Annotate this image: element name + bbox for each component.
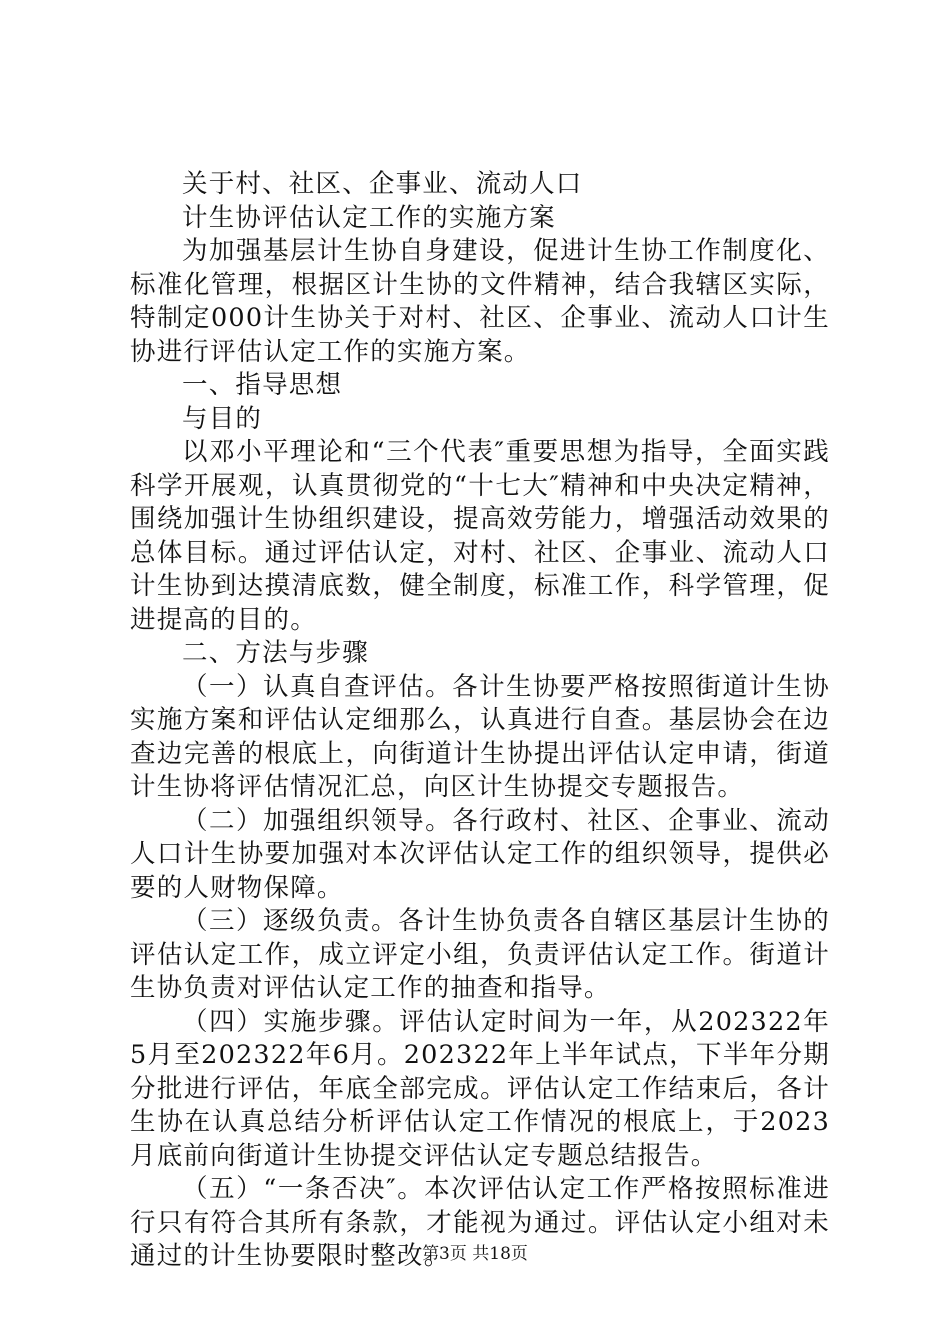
guiding-paragraph: 以邓小平理论和“三个代表″重要思想为指导，全面实践科学开展观，认真贯彻党的“十七大″精神和中央决定精神，围绕加强计生协组织建设，提高效劳能力，增强活动效果的总体目标。通过评估认定，对村、社区、企事业、流动人口计生协到达摸清底数，健全制度，标准工作，科学管理，促进提高的目的。 (130, 437, 830, 635)
document-body (130, 168, 830, 1274)
title-line-1: 关于村、社区、企事业、流动人口 (182, 169, 583, 199)
step-paragraph-4: （四）实施步骤。评估认定时间为一年，从202322年5月至202322年6月。202322年上半年试点，下半年分期分批进行评估，年底全部完成。评估认定工作结束后，各计生协在认真总结分析评估认定工作情况的根底上，于2023月底前向街道计生协提交评估认定专题总结报告。 (130, 1006, 830, 1171)
section-heading-purpose: 与目的 (182, 403, 263, 434)
step-paragraph-1: （一）认真自查评估。各计生协要严格按照街道计生协实施方案和评估认定细那么，认真进行自查。基层协会在边查边完善的根底上，向街道计生协提出评估认定申请，街道计生协将评估情况汇总，向区计生协提交专题报告。 (130, 671, 830, 802)
step-paragraph-3: （三）逐级负责。各计生协负责各自辖区基层计生协的评估认定工作，成立评定小组，负责评估认定工作。街道计生协负责对评估认定工作的抽查和指导。 (130, 906, 830, 1003)
section-heading-guiding-thought: 一、指导思想 (182, 370, 343, 400)
step-paragraph-2: （二）加强组织领导。各行政村、社区、企事业、流动人口计生协要加强对本次评估认定工作的组织领导，提供必要的人财物保障。 (130, 805, 830, 903)
step-paragraph-5: （五）“一条否决″。本次评估认定工作严格按照标准进行只有符合其所有条款，才能视为通过。评估认定小组对未通过的计生协要限时整改。 (130, 1174, 830, 1271)
page-number-footer: 第3页 共18页 (422, 1244, 528, 1264)
section-heading-methods: 二、方法与步骤 (182, 638, 369, 668)
intro-paragraph: 为加强基层计生协自身建设，促进计生协工作制度化、标准化管理，根据区计生协的文件精神，结合我辖区实际，特制定000计生协关于对村、社区、企事业、流动人口计生协进行评估认定工作的实施方案。 (130, 236, 830, 367)
title-line-2: 计生协评估认定工作的实施方案 (182, 202, 556, 233)
